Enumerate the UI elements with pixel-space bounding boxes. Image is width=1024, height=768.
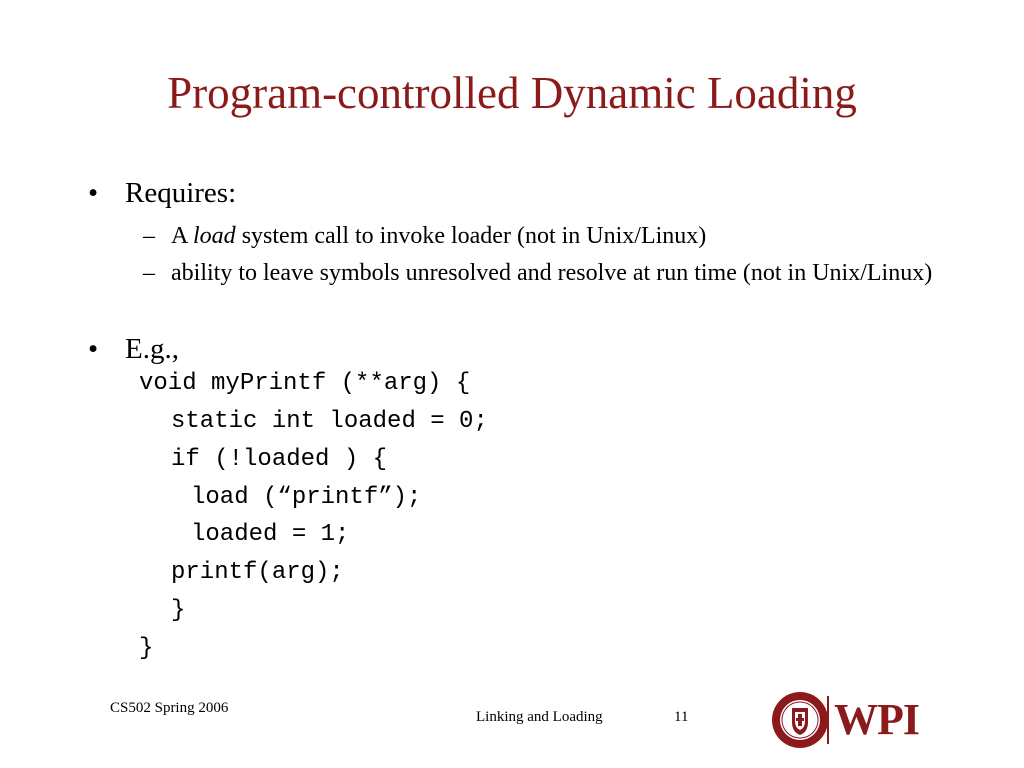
code-line: static int loaded = 0; xyxy=(171,408,488,435)
code-line: printf(arg); xyxy=(171,559,344,586)
sub-bullet-prefix: A xyxy=(171,223,194,249)
wpi-logo-text: WPI xyxy=(834,695,919,744)
code-line: loaded = 1; xyxy=(191,521,350,548)
code-line: } xyxy=(139,635,154,662)
sub-bullet-italic-load: load xyxy=(193,223,236,249)
bullet-marker: • xyxy=(88,333,99,365)
code-line: } xyxy=(171,597,186,624)
code-line: load (“printf”); xyxy=(191,484,422,511)
sub-bullet-marker: – xyxy=(143,223,155,249)
sub-bullet-load-call-text xyxy=(171,221,941,251)
bullet-requires-text: Requires: xyxy=(125,177,237,209)
bullet-marker: • xyxy=(88,177,99,209)
footer-page-number: 11 xyxy=(674,709,689,725)
wpi-logo xyxy=(770,690,918,750)
bullet-eg-text: E.g., xyxy=(125,333,179,365)
code-line: if (!loaded ) { xyxy=(171,446,388,473)
footer-topic: Linking and Loading xyxy=(476,709,603,725)
footer-course: CS502 Spring 2006 xyxy=(110,700,229,716)
sub-bullet-suffix: system call to invoke loader (not in Unix/Linux) xyxy=(235,223,707,249)
sub-bullet-unresolved-symbols-text: ability to leave symbols unresolved and resolve at run time (not in Unix/Linux) xyxy=(171,260,933,286)
code-line: void myPrintf (**arg) { xyxy=(139,370,471,397)
slide-title: Program-controlled Dynamic Loading xyxy=(167,68,857,118)
sub-bullet-marker: – xyxy=(143,260,155,286)
